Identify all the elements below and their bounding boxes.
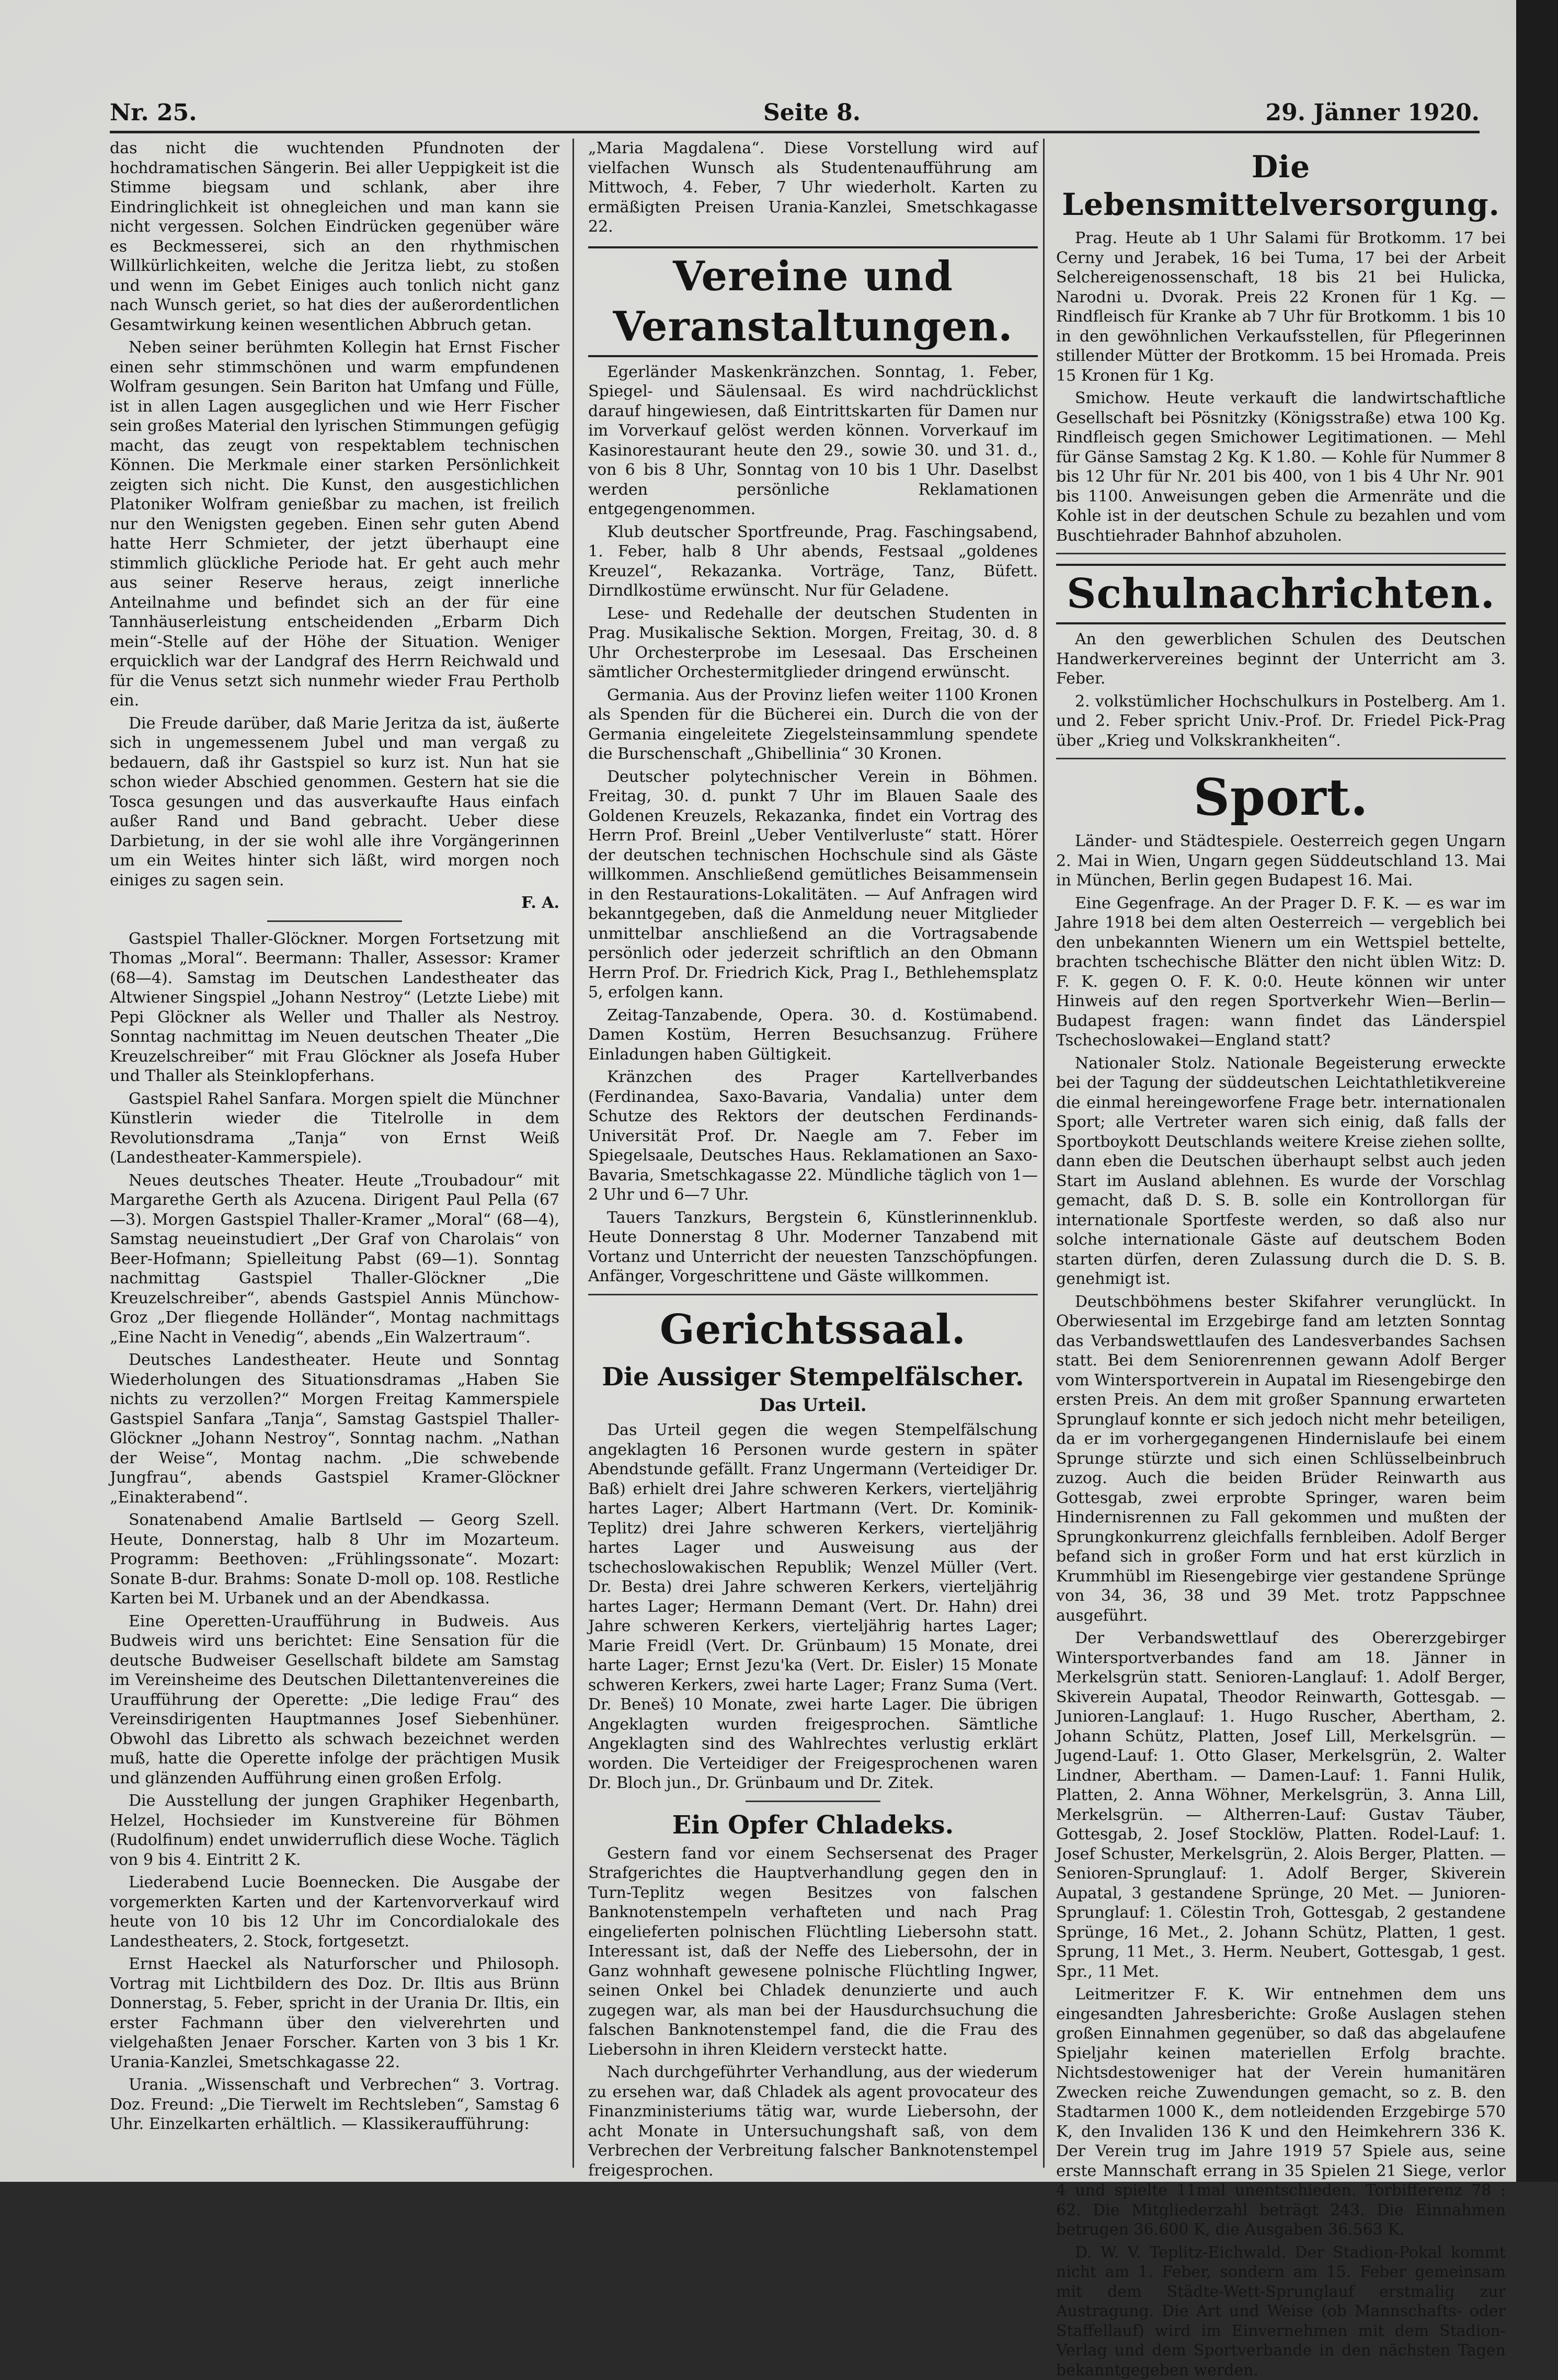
- divider: [1056, 553, 1506, 554]
- notice-item: Sonatenabend Amalie Bartlseld — Georg Szell. Heute, Donnerstag, halb 8 Uhr im Mozarteum. Programm: Beethoven: „Frühlingssonate“. Mozart: Sonate B-dur. Brahms: Sonate D-moll op. 108. Restliche Karten bei M. Urbanek und an der Abendkassa.: [110, 1510, 559, 1609]
- schul-item: An den gewerblichen Schulen des Deutschen Handwerkervereines beginnt der Unterricht am 3. Feber.: [1056, 630, 1506, 689]
- page-header: [110, 94, 1480, 133]
- page-number: Seite 8.: [763, 99, 861, 126]
- divider: [267, 920, 402, 922]
- notice-item: Gastspiel Rahel Sanfara. Morgen spielt die Münchner Künstlerin wieder die Titelrolle in dem Revolutionsdrama „Tanja“ von Ernst Weiß (Landestheater-Kammerspiele).: [110, 1089, 559, 1168]
- notice-item: Gastspiel Thaller-Glöckner. Morgen Fortsetzung mit Thomas „Moral“. Beermann: Thaller, Assessor: Kramer (68—4). Samstag im Deutschen Landestheater das Altwiener Singspiel „Johann Nestroy“ (Letzte Liebe) mit Pepi Glöckner als Weller und Thaller als Nestroy. Sonntag nachmittag im Neuen deutschen Theater „Die Kreuzelschreiber“ mit Frau Glöckner als Josefa Huber und Thaller als Steinklopferhans.: [110, 929, 559, 1086]
- issue-date: 29. Jänner 1920.: [1266, 99, 1480, 126]
- section-title-gerichtssaal: Gerichtssaal.: [588, 1305, 1038, 1355]
- lebensmittel-item: Smichow. Heute verkauft die landwirtschaftliche Gesellschaft bei Pösnitzky (Königsstraße) etwa 100 Kg. Rindfleisch gegen Smichower Legitimationen. — Mehl für Gänse Samstag 2 Kg. K 1.80. — Kohle für Nummer 8 bis 12 Uhr für Nr. 201 bis 400, von 1 bis 4 Uhr Nr. 901 bis 1100. Anweisungen geben die Armenräte und die Kohle ist in der deutschen Schule zu bezahlen und vom Buschtiehrader Bahnhof abzuholen.: [1056, 389, 1506, 545]
- review-paragraph: das nicht die wuchtenden Pfundnoten der hochdramatischen Sängerin. Bei aller Ueppigkeit ist die Stimme biegsam und schlank, aber ihre Eindringlichkeit ist ohnegleichen und man kann sie nicht vergessen. Solchen Eindrücken gegenüber wäre es Beckmesserei, sich an den rhythmischen Willkürlichkeiten, welche die Jeritza liebt, zu stoßen und wenn im Gebet Einiges auch tonlich nicht ganz nach Wunsch geriet, so hat dies der außerordentlichen Gesamtwirkung keinen wesentlichen Abbruch getan.: [110, 139, 559, 335]
- continued-text: „Maria Magdalena“. Diese Vorstellung wird auf vielfachen Wunsch als Studentenaufführung am Mittwoch, 4. Feber, 7 Uhr wiederholt. Karten zu ermäßigten Preisen Urania-Kanzlei, Smetschkagasse 22.: [588, 139, 1038, 237]
- schul-item: 2. volkstümlicher Hochschulkurs in Postelberg. Am 1. und 2. Feber spricht Univ.-Prof. Dr. Friedel Pick-Prag über „Krieg und Volkskrankheiten“.: [1056, 692, 1506, 751]
- divider: [746, 1801, 880, 1802]
- article-paragraph: Gestern fand vor einem Sechsersenat des Prager Strafgerichtes die Hauptverhandlung gegen den in Turn-Teplitz wegen Besitzes von falschen Banknotenstempeln verhafteten und nach Prag eingelieferten polnischen Flüchtling Liebersohn statt. Interessant ist, daß der Neffe des Liebersohn, der in Ganz wohnhaft gewesene polnische Flüchtling Ingwer, seinen Onkel bei Chladek denunzierte und auch zugegen war, als man bei der Hausdurchsuchung die falschen Banknotenstempel fand, die die Frau des Liebersohn in ihren Kleidern versteckt hatte.: [588, 1844, 1038, 2060]
- notice-item: Deutsches Landestheater. Heute und Sonntag Wiederholungen des Situationsdramas „Haben Sie nichts zu verzollen?“ Morgen Freitag Kammerspiele Gastspiel Sanfara „Tanja“, Samstag Gastspiel Thaller-Glöckner „Johann Nestroy“, Sonntag nachm. „Nathan der Weise“, Montag nachm. „Die schwebende Jungfrau“, abends Gastspiel Kramer-Glöckner „Einakterabend“.: [110, 1350, 559, 1507]
- column-1: [110, 139, 559, 2168]
- divider: [588, 1294, 1038, 1295]
- vereine-item: Egerländer Maskenkränzchen. Sonntag, 1. Feber, Spiegel- und Säulensaal. Es wird nachdrücklichst darauf hingewiesen, daß Eintrittskarten für Damen nur im Vorverkauf gelöst werden können. Vorverkauf im Kasinorestaurant heute den 29., sowie 30. und 31. d., von 6 bis 8 Uhr, Sonntag von 10 bis 1 Uhr. Daselbst werden persönliche Reklamationen entgegengenommen.: [588, 362, 1038, 519]
- lebensmittel-item: Prag. Heute ab 1 Uhr Salami für Brotkomm. 17 bei Cerny und Jerabek, 16 bei Tuma, 17 bei der Arbeit Selchereigenossenschaft, 18 bis 21 bei Hulicka, Narodni u. Dvorak. Preis 22 Kronen für 1 Kg. — Rindfleisch für Kranke ab 7 Uhr für Brotkomm. 1 bis 10 in den gewöhnlichen Verkaufsstellen, für Pflegerinnen stillender Mütter der Brotkomm. 15 bei Hromada. Preis 15 Kronen für 1 Kg.: [1056, 229, 1506, 385]
- sport-item: Leitmeritzer F. K. Wir entnehmen dem uns eingesandten Jahresberichte: Große Auslagen stehen großen Einnahmen gegenüber, so daß das abgelaufene Spieljahr keinen materiellen Erfolg brachte. Nichtsdestoweniger hat der Verein humanitären Zwecken reiche Zuwendungen gemacht, so z. B. den Stadtarmen 1000 K., dem notleidenden Erzgebirge 570 K, den Invaliden 136 K und den Heimkehrern 336 K. Der Verein trug im Jahre 1919 57 Spiele aus, seine erste Mannschaft errang in 35 Spielen 21 Siege, verlor 4 und spielte 11mal unentschieden. Torbifferenz 78 : 62. Die Mitgliederzahl beträgt 243. Die Einnahmen betrugen 36.600 K, die Ausgaben 36.563 K.: [1056, 1985, 1506, 2240]
- vereine-item: Klub deutscher Sportfreunde, Prag. Faschingsabend, 1. Feber, halb 8 Uhr abends, Festsaal „goldenes Kreuzel“, Rekazanka. Vorträge, Tanz, Büfett. Dirndlkostüme erwünscht. Nur für Geladene.: [588, 522, 1038, 601]
- article-subtitle: Das Urteil.: [588, 1396, 1038, 1416]
- notice-item: Liederabend Lucie Boennecken. Die Ausgabe der vorgemerkten Karten und der Kartenvorverkauf wird heute von 10 bis 12 Uhr im Concordialokale des Landestheaters, 2. Stock, fortgesetzt.: [110, 1873, 559, 1951]
- article-paragraph: Das Urteil gegen die wegen Stempelfälschung angeklagten 16 Personen wurde gestern in später Abendstunde gefällt. Franz Ungermann (Verteidiger Dr. Baß) erhielt drei Jahre schweren Kerkers, vierteljährig hartes Lager; Albert Hartmann (Vert. Dr. Kominik-Teplitz) drei Jahre schweren Kerkers, vierteljährig hartes Lager und Ausweisung aus der tschechoslowakischen Republik; Wenzel Müller (Vert. Dr. Besta) drei Jahre schweren Kerkers, vierteljährig hartes Lager; Hermann Demant (Vert. Dr. Hahn) drei Jahre schweren Kerkers, vierteljährig hartes Lager; Marie Freidl (Vert. Dr. Grünbaum) 15 Monate, drei harte Lager; Ernst Jezu'ka (Vert. Dr. Eisler) 15 Monate schweren Kerkers, zwei harte Lager; Franz Suma (Vert. Dr. Beneš) 10 Monate, zwei harte Lager. Die übrigen Angeklagten wurden freigesprochen. Sämtliche Angeklagten sind des Wahlrechtes verlustig erklärt worden. Die Verteidiger der Freigesprochenen waren Dr. Bloch jun., Dr. Grünbaum und Dr. Zitek.: [588, 1420, 1038, 1793]
- vereine-item: Lese- und Redehalle der deutschen Studenten in Prag. Musikalische Sektion. Morgen, Freitag, 30. d. 8 Uhr Orchesterprobe im Lesesaal. Das Erscheinen sämtlicher Orchestermitglieder dringend erwünscht.: [588, 604, 1038, 682]
- sport-item: Der Verbandswettlauf des Obererzgebirger Wintersportverbandes fand am 18. Jänner in Merkelsgrün statt. Senioren-Langlauf: 1. Adolf Berger, Skiverein Aupatal, Theodor Reinwarth, Gottesgab. — Junioren-Langlauf: 1. Hugo Ruscher, Abertham, 2. Johann Schütz, Platten, Josef Lill, Merkelsgrün. — Jugend-Lauf: 1. Otto Glaser, Merkelsgrün, 2. Walter Lindner, Abertham. — Damen-Lauf: 1. Fanni Hulik, Platten, 2. Anna Wöhner, Merkelsgrün, 3. Anna Lill, Merkelsgrün. — Altherren-Lauf: Gustav Täuber, Gottesgab, 2. Josef Stocklöw, Platten. Rodel-Lauf: 1. Josef Schuster, Merkelsgrün, 2. Alois Berger, Platten. — Senioren-Sprunglauf: 1. Adolf Berger, Skiverein Aupatal, 3 gestandene Sprünge, 20 Met. — Junioren-Sprunglauf: 1. Cölestin Troh, Gottesgab, 2 gestandene Sprünge, 16 Met., 2. Johann Schütz, Platten, 1 gest. Sprung, 11 Met., 3. Herm. Neubert, Gottesgab, 1 gest. Spr., 11 Met.: [1056, 1629, 1506, 1982]
- review-signature: F. A.: [110, 893, 559, 913]
- sport-item: Nationaler Stolz. Nationale Begeisterung erweckte bei der Tagung der süddeutschen Leichtathletikvereine die einmal hereingeworfene Frage betr. internationalen Sport; alle Vertreter waren sich einig, daß falls der Sportboykott Deutschlands weitere Kreise ziehen sollte, dann eben die Deutschen überhaupt selbst auch jeden Start im Ausland ablehnen. Es wurde der Vorschlag gemacht, daß D. S. B. solle ein Kontrollorgan für internationale Sportfeste werden, so daß also nur solche internationale Gäste auf deutschem Boden starten dürfen, deren Zulassung durch die D. S. B. genehmigt ist.: [1056, 1054, 1506, 1289]
- review-paragraph: Die Freude darüber, daß Marie Jeritza da ist, äußerte sich in ungemessenem Jubel und man vergaß zu bedauern, daß ihr Gastspiel so kurz ist. Nun hat sie schon wieder Abschied genommen. Gestern hat sie die Tosca gesungen und das ausverkaufte Haus einfach außer Rand und Band gebracht. Ueber diese Darbietung, in der sie wohl alle ihre Vorgängerinnen um ein Weites hinter sich läßt, wird morgen noch einiges zu sagen sein.: [110, 714, 559, 891]
- issue-number: Nr. 25.: [110, 99, 197, 126]
- section-title-vereine: Vereine und Veranstaltungen.: [588, 246, 1038, 357]
- review-paragraph: Neben seiner berühmten Kollegin hat Ernst Fischer einen sehr stimmschönen und warm empfundenen Wolfram gesungen. Sein Bariton hat Umfang und Fülle, ist in allen Lagen ausgeglichen und wie Herr Fischer sein großes Material den lyrischen Stimmungen gefügig macht, das zeugt von respektablem technischen Können. Die Merkmale einer starken Persönlichkeit zeigten sich nicht. Die Kunst, den ausgestichlichen Platoniker Wolfram genießbar zu machen, ist freilich nur den Wenigsten gegeben. Einen sehr guten Abend hatte Herr Schmieter, der jetzt überhaupt eine stimmlich glückliche Periode hat. Er geht auch mehr aus seiner Reserve heraus, zeigt innerliche Anteilnahme und befindet sich an der für eine Tannhäuserleistung entscheidenden „Erbarm Dich mein“-Stelle auf der Höhe der Situation. Weniger erquicklich war der Landgraf des Herrn Reichwald und für die Venus setzt sich nunmehr wieder Frau Pertholb ein.: [110, 338, 559, 711]
- notice-item: Eine Operetten-Uraufführung in Budweis. Aus Budweis wird uns berichtet: Eine Sensation für die deutsche Budweiser Gesellschaft bildete am Samstag im Vereinsheime des Deutschen Dilettantenvereines die Uraufführung der Operette: „Die ledige Frau“ des Vereinsdirigenten Hauptmannes Josef Siebenhüner. Obwohl das Libretto als schwach bezeichnet werden muß, hatte die Operette infolge der prächtigen Musik und glänzenden Aufführung einen großen Erfolg.: [110, 1612, 559, 1789]
- divider: [1056, 758, 1506, 759]
- column-3: [1056, 139, 1506, 2168]
- sport-item: Deutschböhmens bester Skifahrer verunglückt. In Oberwiesental im Erzgebirge fand am letzten Sonntag das Verbandswettlaufen des Landesverbandes Sachsen statt. Bei dem Seniorenrennen gewann Adolf Berger vom Wintersportverein in Aupatal im Riesengebirge den ersten Preis. An dem mit großer Spannung erwarteten Sprunglauf konnte er sich jedoch nicht mehr beteiligen, da er im vorhergegangenen Hindernislaufe bei einem Sprunge stürzte und sich einen Schlüsselbeinbruch zuzog. Auch die beiden Brüder Reinwarth aus Gottesgab, zwei erprobte Springer, waren beim Hindernisrennen zu Fall gekommen und mußten der Sprungkonkurrenz gleichfalls fernbleiben. Adolf Berger befand sich in großer Form und hat erst kürzlich in Krummhübl im Riesengebirge vier gestandene Sprünge von 34, 36, 38 und 39 Met. trotz Pappschnee ausgeführt.: [1056, 1292, 1506, 1626]
- column-rule: [572, 139, 574, 2168]
- section-title-sport: Sport.: [1056, 769, 1506, 826]
- sport-item: Länder- und Städtespiele. Oesterreich gegen Ungarn 2. Mai in Wien, Ungarn gegen Süddeutschland 13. Mai in München, Berlin gegen Budapest 16. Mai.: [1056, 832, 1506, 891]
- sport-item: Eine Gegenfrage. An der Prager D. F. K. — es war im Jahre 1918 bei dem alten Oesterreich — vergeblich bei den unbekannten Wienern um ein Wettspiel bettelte, brachten tschechische Blätter den nicht üblen Witz: D. F. K. gegen O. F. K. 0:0. Heute können wir unter Hinweis auf den regen Sportverkehr Wien—Berlin—Budapest fragen: wann findet das Länderspiel Tschechoslowakei—England statt?: [1056, 894, 1506, 1051]
- section-title-lebensmittel: Die Lebensmittelversorgung.: [1056, 148, 1506, 223]
- article-title-opfer: Ein Opfer Chladeks.: [588, 1809, 1038, 1841]
- notice-item: Ernst Haeckel als Naturforscher und Philosoph. Vortrag mit Lichtbildern des Doz. Dr. Iltis aus Brünn Donnerstag, 5. Feber, spricht in der Urania Dr. Iltis, ein erster Fachmann über den vielverehrten und vielgehaßten Jenaer Forscher. Karten von 3 bis 1 Kr. Urania-Kanzlei, Smetschkagasse 22.: [110, 1954, 559, 2072]
- article-title-stempelfaelscher: Die Aussiger Stempelfälscher.: [588, 1361, 1038, 1393]
- vereine-item: Kränzchen des Prager Kartellverbandes (Ferdinandea, Saxo-Bavaria, Vandalia) unter dem Schutze des Rektors der deutschen Ferdinands-Universität Prof. Dr. Naegle am 7. Feber im Spiegelsaale, Deutsches Haus. Reklamationen an Saxo-Bavaria, Smetschkagasse 22. Mündliche täglich von 1—2 Uhr und 6—7 Uhr.: [588, 1067, 1038, 1205]
- sport-item: D. W. V. Teplitz-Eichwald. Der Stadion-Pokal kommt nicht am 1. Feber, sondern am 15. Feber gemeinsam mit dem Städte-Wett-Sprunglauf erstmalig zur Austragung. Die Art und Weise (ob Mannschafts- oder Staffellauf) wird im Einvernehmen mit dem Stadion-Verlag und dem Sportverbande in den nächsten Tagen bekanntgegeben werden.: [1056, 2243, 1506, 2380]
- scan-edge: [1516, 0, 1558, 2182]
- column-2: [588, 139, 1038, 2168]
- notice-item: Urania. „Wissenschaft und Verbrechen“ 3. Vortrag. Doz. Freund: „Die Tierwelt im Rechtsleben“, Samstag 6 Uhr. Einzelkarten erhältlich. — Klassikeraufführung:: [110, 2075, 559, 2134]
- article-paragraph: Nach durchgeführter Verhandlung, aus der wiederum zu ersehen war, daß Chladek als agent provocateur des Finanzministeriums tätig war, wurde Liebersohn, der acht Monate in Untersuchungshaft saß, von dem Verbrechen der Verbreitung falscher Banknotenstempel freigesprochen.: [588, 2063, 1038, 2180]
- vereine-item: Deutscher polytechnischer Verein in Böhmen. Freitag, 30. d. punkt 7 Uhr im Blauen Saale des Goldenen Kreuzels, Rekazanka, findet ein Vortrag des Herrn Prof. Breinl „Ueber Ventilverluste“ statt. Hörer der deutschen technischen Hochschule sind als Gäste willkommen. Anschließend gemütliches Beisammensein in den Restaurations-Lokalitäten. — Auf Anfragen wird bekanntgegeben, daß die Anmeldung neuer Mitglieder unmittelbar anschließend an die Vortragsabende persönlich oder jederzeit schriftlich an den Obmann Herrn Prof. Dr. Friedrich Kick, Prag I., Bethlehemsplatz 5, erfolgen kann.: [588, 767, 1038, 1003]
- notice-item: Die Ausstellung der jungen Graphiker Hegenbarth, Helzel, Hochsieder im Kunstvereine für Böhmen (Rudolfinum) endet unwiderruflich diese Woche. Täglich von 9 bis 4. Eintritt 2 K.: [110, 1791, 559, 1870]
- notice-item: Neues deutsches Theater. Heute „Troubadour“ mit Margarethe Gerth als Azucena. Dirigent Paul Pella (67—3). Morgen Gastspiel Thaller-Kramer „Moral“ (68—4), Samstag neueinstudiert „Der Graf von Charolais“ von Beer-Hofmann; Spielleitung Pabst (69—1). Sonntag nachmittag Gastspiel Thaller-Glöckner „Die Kreuzelschreiber“, abends Gastspiel Annis Münchow-Groz „Der fliegende Holländer“, Montag nachmittags „Eine Nacht in Venedig“, abends „Ein Walzertraum“.: [110, 1171, 559, 1348]
- column-rule: [1043, 139, 1045, 2168]
- vereine-item: Germania. Aus der Provinz liefen weiter 1100 Kronen als Spenden für die Bücherei ein. Durch die von der Germania eingeleitete Ziegelsteinsammlung spendete die Burschenschaft „Ghibellinia“ 30 Kronen.: [588, 686, 1038, 764]
- vereine-item: Tauers Tanzkurs, Bergstein 6, Künstlerinnenklub. Heute Donnerstag 8 Uhr. Moderner Tanzabend mit Vortanz und Unterricht der neuesten Tanzschöpfungen. Anfänger, Vorgeschrittene und Gäste willkommen.: [588, 1208, 1038, 1286]
- section-title-schulnachrichten: Schulnachrichten.: [1056, 564, 1506, 624]
- vereine-item: Zeitag-Tanzabende, Opera. 30. d. Kostümabend. Damen Kostüm, Herren Besuchsanzug. Frühere Einladungen haben Gültigkeit.: [588, 1006, 1038, 1065]
